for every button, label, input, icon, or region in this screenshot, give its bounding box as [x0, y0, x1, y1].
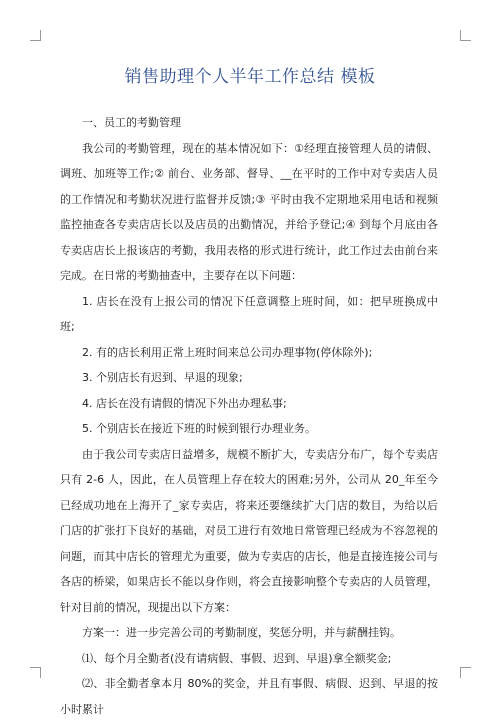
crop-mark-top-left	[30, 30, 41, 41]
issue-item: 3. 个别店长有迟到、早退的现象;	[82, 371, 243, 384]
issue-item: 2. 有的店长利用正常上班时间来总公司办理事物(停休除外);	[82, 345, 373, 359]
issue-item: 5. 个别店长在接近下班的时候到银行办理业务。	[82, 422, 316, 435]
crop-mark-top-right	[460, 30, 471, 41]
crop-mark-bottom-left	[30, 667, 41, 678]
growth-paragraph: 由于我公司专卖店日益增多，规模不断扩大，专卖店分布广，每个专卖店只有 2-6 人，因此，在人员管理上存在较大的困难;另外，公司从 20_年至今已经成功地在上海开了_家专卖店，将来还要继续扩大门店的数目，为给以后门店的扩张打下良好的基础，对员工进行有效地日常管理已经成为不容忽视的问题，而其中店长的管理尤为重要，做为专卖店的店长，他是直接连接公司与各店的桥梁，如果店长不能以身作则，将会直接影响整个专卖店的人员管理，针对目前的情况，现提出以下方案：	[60, 447, 438, 614]
plan-heading: 方案一：进一步完善公司的考勤制度，奖惩分明，并与薪酬挂钩。	[82, 626, 401, 639]
document-body	[60, 110, 438, 722]
intro-paragraph: 我公司的考勤管理，现在的基本情况如下：①经理直接管理人员的请假、调班、加班等工作;② 前台、业务部、督导、__在平时的工作中对专卖店人员的工作情况和考勤状况进行监督并反馈;③ 平时由我不定期地采用电话和视频监控抽查各专卖店店长以及店员的出勤情况，并给予登记;④ 到每个月底由各专卖店店长上报该店的考勤，我用表格的形式进行统计，此工作过去由前台来完成。在日常的考勤抽查中，主要存在以下问题：	[60, 141, 438, 282]
document-title: 销售助理个人半年工作总结 模板	[124, 67, 376, 87]
crop-mark-bottom-right	[460, 667, 471, 678]
section-heading: 一、员工的考勤管理	[82, 116, 181, 129]
issue-item: 1. 店长在没有上报公司的情况下任意调整上班时间，如：把早班换成中班;	[60, 294, 438, 333]
issue-item: 4. 店长在没有请假的情况下外出办理私事;	[82, 396, 287, 410]
plan-item: ⑴、每个月全勤者(没有请病假、事假、迟到、早退)拿全额奖金;	[82, 651, 392, 665]
plan-item: ⑵、非全勤者拿本月 80%的奖金，并且有事假、病假、迟到、早退的按小时累计	[60, 677, 438, 716]
